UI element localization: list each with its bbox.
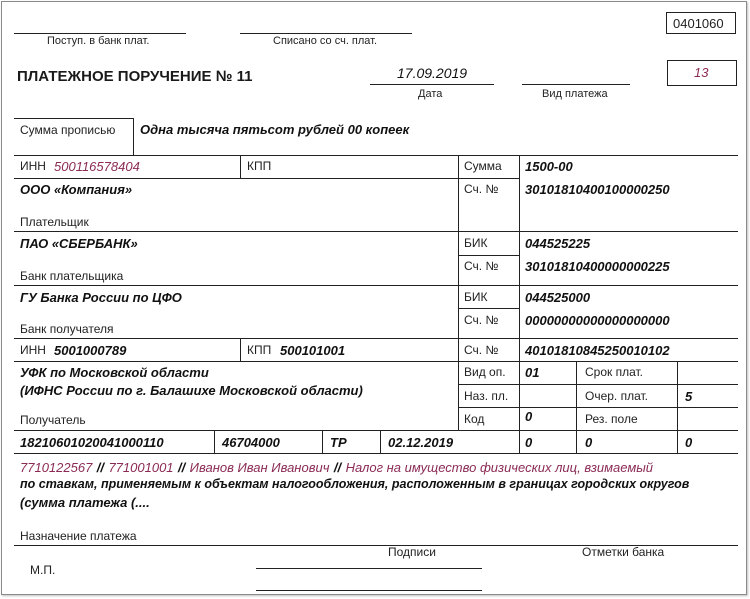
payer-bank-bik-label: БИК [464,236,488,250]
tax-field-1: 0 [525,435,533,450]
document-title: ПЛАТЕЖНОЕ ПОРУЧЕНИЕ № 11 [17,68,253,85]
tax-field-2: 0 [585,435,593,450]
tax-field-3: 0 [685,435,693,450]
bank-marks-label: Отметки банка [582,545,665,559]
grid-vline [458,155,459,430]
payee-inn: 5001000789 [54,343,127,358]
form-code: 0401060 [673,16,724,31]
payer-bank-name: ПАО «СБЕРБАНК» [20,236,138,251]
grid-line [14,430,738,431]
grid-line [458,407,738,408]
amount-words-top-line [14,118,134,119]
grid-line [458,178,519,179]
grid-line [14,178,458,179]
amount-words-value: Одна тысяча пятьсот рублей 00 копеек [140,122,410,137]
purpose-label: Назначение платежа [20,529,137,543]
payee-label: Получатель [20,413,86,427]
grid-line [14,361,458,362]
grid-line [458,384,738,385]
payment-type-line [522,84,630,85]
signature-line-1 [256,568,482,569]
grid-vline [576,361,577,430]
payer-account: 30101810400100000250 [525,182,670,197]
amount-words-divider [133,118,134,156]
payee-bank-name: ГУ Банка России по ЦФО [20,290,182,305]
status-code: 13 [694,65,709,80]
payee-account: 40101810845250010102 [525,343,670,358]
payee-name-line2: (ИФНС России по г. Балашихе Московской области) [20,383,363,398]
tax-basis: ТР [330,435,347,450]
stamp-label: М.П. [30,563,56,577]
code-label: Код [464,412,485,426]
date-label: Дата [418,88,443,100]
document-date: 17.09.2019 [397,65,468,81]
sum-label: Сумма [464,159,502,173]
payer-inn: 500116578404 [54,159,140,174]
oktmo: 46704000 [222,435,280,450]
received-line [14,33,186,34]
grid-vline [519,430,520,453]
payer-bank-account: 30101810400000000225 [525,259,670,274]
grid-vline [240,155,241,178]
payee-bank-account: 00000000000000000000 [525,313,670,328]
op-type-label: Вид оп. [464,365,506,379]
priority-label: Очер. плат. [585,389,649,403]
priority: 5 [685,389,693,404]
payee-bank-account-label: Сч. № [464,313,499,327]
amount-words-label: Сумма прописью [20,123,116,137]
due-label: Срок плат. [585,365,644,379]
grid-line [14,453,738,454]
purpose-kpp: 771001001 [108,460,174,475]
grid-line [458,308,519,309]
purpose-line1-rest: Налог на имущество физических лиц, взимаемый [345,460,654,475]
signature-line-2 [256,590,482,591]
payee-account-label: Сч. № [464,343,499,357]
payer-bank-label: Банк плательщика [20,269,124,283]
sum-value: 1500-00 [525,159,573,174]
date-line [370,84,494,85]
grid-vline [380,430,381,453]
payee-name-line1: УФК по Московской области [20,365,209,380]
payment-order-form [1,1,747,595]
code: 0 [525,409,533,424]
payer-label: Плательщик [20,215,89,229]
op-type: 01 [525,365,540,380]
debited-label: Списано со сч. плат. [273,35,378,47]
signatures-label: Подписи [388,545,436,559]
payer-account-label: Сч. № [464,182,499,196]
grid-line [14,231,738,232]
grid-vline [214,430,215,453]
grid-vline [519,155,520,430]
payee-bank-bik-label: БИК [464,290,488,304]
grid-line [14,285,738,286]
purpose-line3: (сумма платежа (.... [20,495,150,510]
kbk: 18210601020041000110 [20,435,164,450]
payee-inn-label: ИНН [20,343,46,357]
purpose-sep: // [333,460,342,475]
payee-bank-label: Банк получателя [20,322,114,336]
grid-line [14,338,738,339]
purpose-sep: // [177,460,186,475]
purpose-inn: 7710122567 [20,460,93,475]
grid-line [14,155,738,156]
payment-type-label: Вид платежа [542,88,608,100]
received-label: Поступ. в банк плат. [47,35,150,47]
payee-bank-bik: 044525000 [525,290,591,305]
grid-vline [677,430,678,453]
grid-line [458,361,738,362]
purpose-code-label: Наз. пл. [464,389,509,403]
payer-name: ООО «Компания» [20,182,133,197]
payer-inn-label: ИНН [20,159,46,173]
purpose-sep: // [96,460,104,475]
purpose-name: Иванов Иван Иванович [189,460,330,475]
payee-kpp-label: КПП [247,343,272,357]
purpose-line2: по ставкам, применяемым к объектам налогообложения, расположенным в границах городских округов [20,477,690,491]
grid-vline [240,338,241,361]
payer-bank-account-label: Сч. № [464,259,499,273]
payer-kpp-label: КПП [247,159,272,173]
grid-vline [322,430,323,453]
grid-vline [677,361,678,430]
reserve-label: Рез. поле [585,412,638,426]
debited-line [240,33,412,34]
grid-line [458,255,519,256]
tax-date: 02.12.2019 [388,435,454,450]
purpose-line1 [20,459,653,477]
payee-kpp: 500101001 [280,343,346,358]
grid-vline [576,430,577,453]
payer-bank-bik: 044525225 [525,236,591,251]
